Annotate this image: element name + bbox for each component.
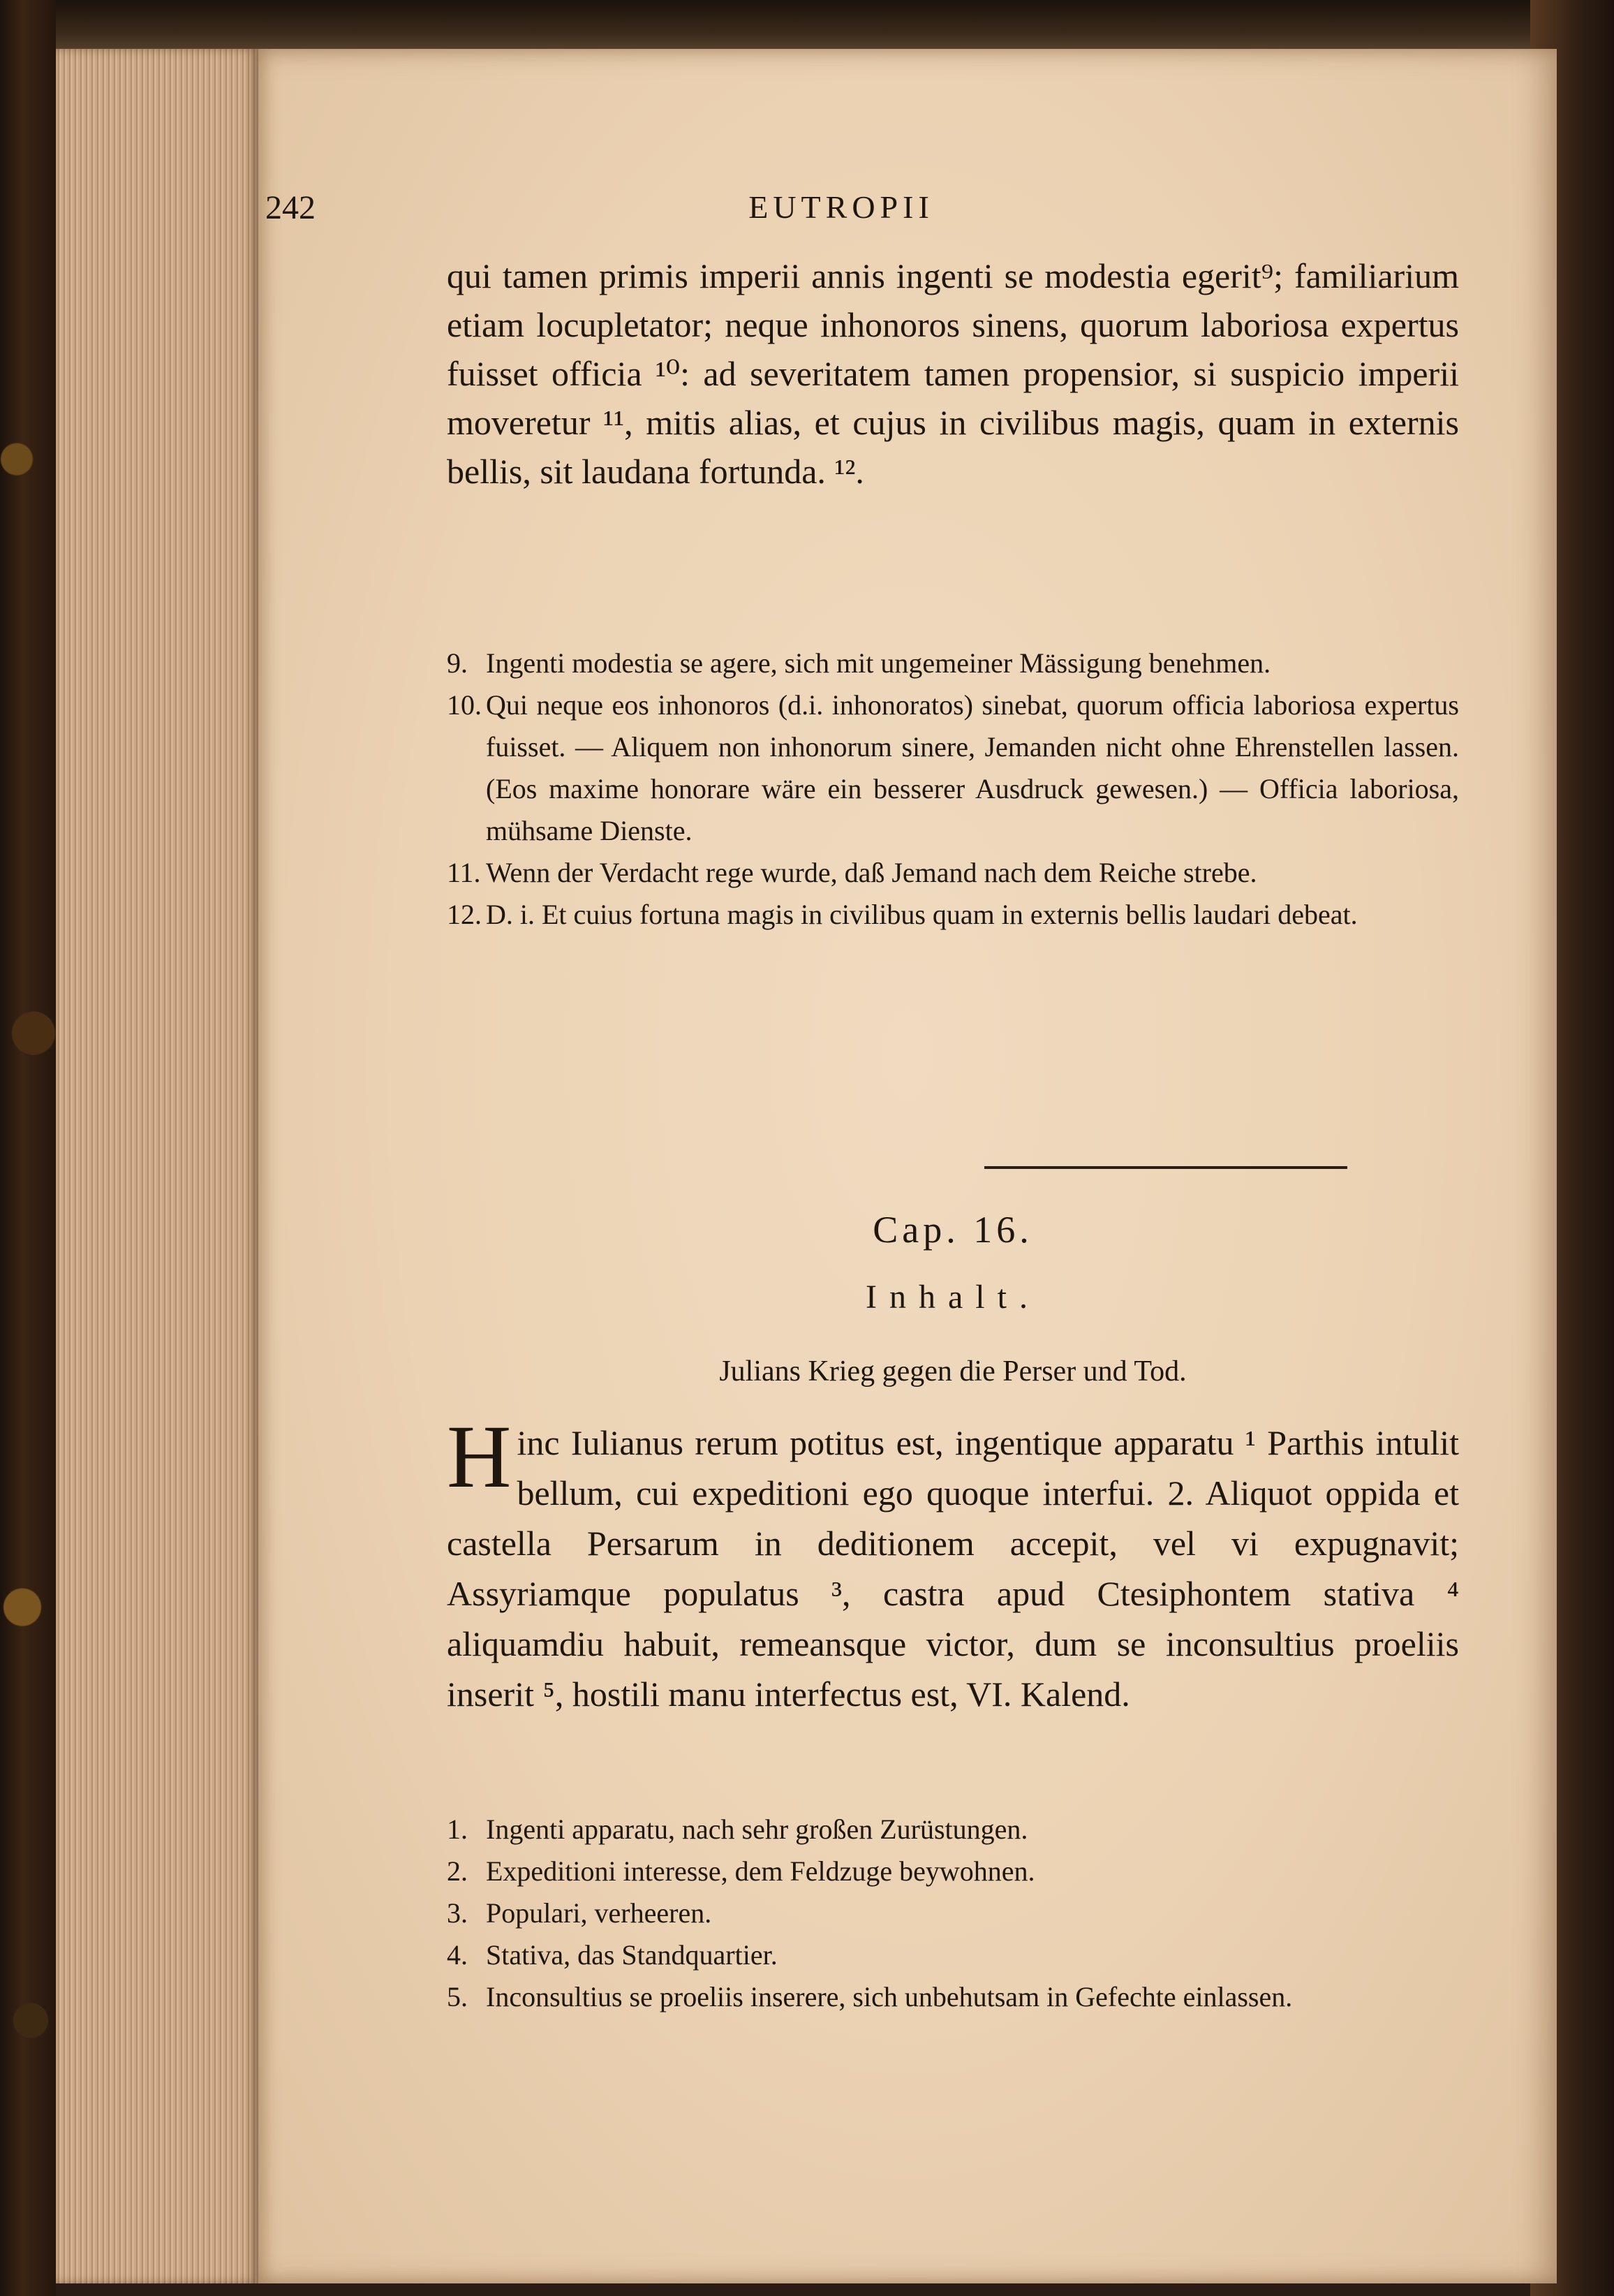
page-number: 242 [265,189,316,226]
chapter-summary: Julians Krieg gegen die Perser und Tod. [719,1355,1187,1388]
footnote-text: Stativa, das Standquartier. [486,1939,778,1971]
footnote [447,1976,1459,2018]
footnote-number: 12. [447,899,482,930]
footnote-text: Expeditioni interesse, dem Feldzuge beywohnen. [486,1855,1035,1887]
drop-cap: H [447,1407,512,1506]
footnote-number: 3. [447,1897,468,1929]
chapter-title: Cap. 16. [873,1209,1033,1251]
footnote [447,852,1459,894]
footnote-text: Wenn der Verdacht rege wurde, daß Jemand nach dem Reiche strebe. [486,857,1257,888]
footnotes-block-1 [447,642,1459,936]
footnote-number: 10. [447,689,482,721]
footnote-number: 1. [447,1813,468,1845]
footnote-text: D. i. Et cuius fortuna magis in civilibus quam in externis bellis laudari debeat. [486,899,1358,930]
footnote [447,1809,1459,1850]
book-cover-top [0,0,1614,49]
running-header [265,189,1614,237]
footnote-number: 9. [447,647,468,679]
footnote-number: 2. [447,1855,468,1887]
footnote [447,1934,1459,1976]
chapter-text-body: inc Iulianus rerum potitus est, ingentique apparatu ¹ Parthis intulit bellum, cui expeditioni ego quoque interfui. 2. Aliquot oppida et castella Persarum in deditionem accepit, vel vi expugnavit; Assyriamque populatus ³, castra apud Ctesiphontem stativa ⁴ aliquamdiu habuit, remeansque victor, dum se inconsultius proeliis inserit ⁵, hostili manu interfectus est, VI. Kalend. [447,1423,1459,1714]
footnotes-block-2 [447,1809,1459,2018]
footnote [447,1892,1459,1934]
contents-heading: Inhalt. [866,1279,1040,1316]
footnote-number: 11. [447,857,481,888]
footnote [447,642,1459,684]
running-title: EUTROPII [748,189,934,225]
footnote-text: Ingenti modestia se agere, sich mit ungemeiner Mässigung benehmen. [486,647,1271,679]
footnote [447,1850,1459,1892]
section-divider [984,1166,1347,1169]
book-cover-left [0,0,56,2296]
chapter-text [447,1407,1459,1719]
main-text-paragraph: qui tamen primis imperii annis ingenti se modestia egerit⁹; familiarium etiam locupletator; neque inhonoros sinens, quorum laboriosa expertus fuisset officia ¹⁰: ad severitatem tamen propensior, si suspicio imperii moveretur ¹¹, mitis alias, et cujus in civilibus magis, quam in externis bellis, sit laudana fortunda. ¹². [447,256,1459,491]
book-page [258,49,1557,2283]
page-edges [56,49,258,2283]
footnote [447,684,1459,852]
footnote-text: Inconsultius se proeliis inserere, sich unbehutsam in Gefechte einlassen. [486,1981,1293,2012]
footnote-text: Qui neque eos inhonoros (d.i. inhonoratos) sinebat, quorum officia laboriosa expertus fuisset. — Aliquem non inhonorum sinere, Jemanden nicht ohne Ehrenstellen lassen. (Eos maxime honorare wäre ein besserer Ausdruck gewesen.) — Officia laboriosa, mühsame Dienste. [486,689,1459,846]
footnote-text: Ingenti apparatu, nach sehr großen Zurüstungen. [486,1813,1028,1845]
footnote-text: Populari, verheeren. [486,1897,712,1929]
footnote-number: 5. [447,1981,468,2012]
footnote-number: 4. [447,1939,468,1971]
footnote [447,894,1459,936]
